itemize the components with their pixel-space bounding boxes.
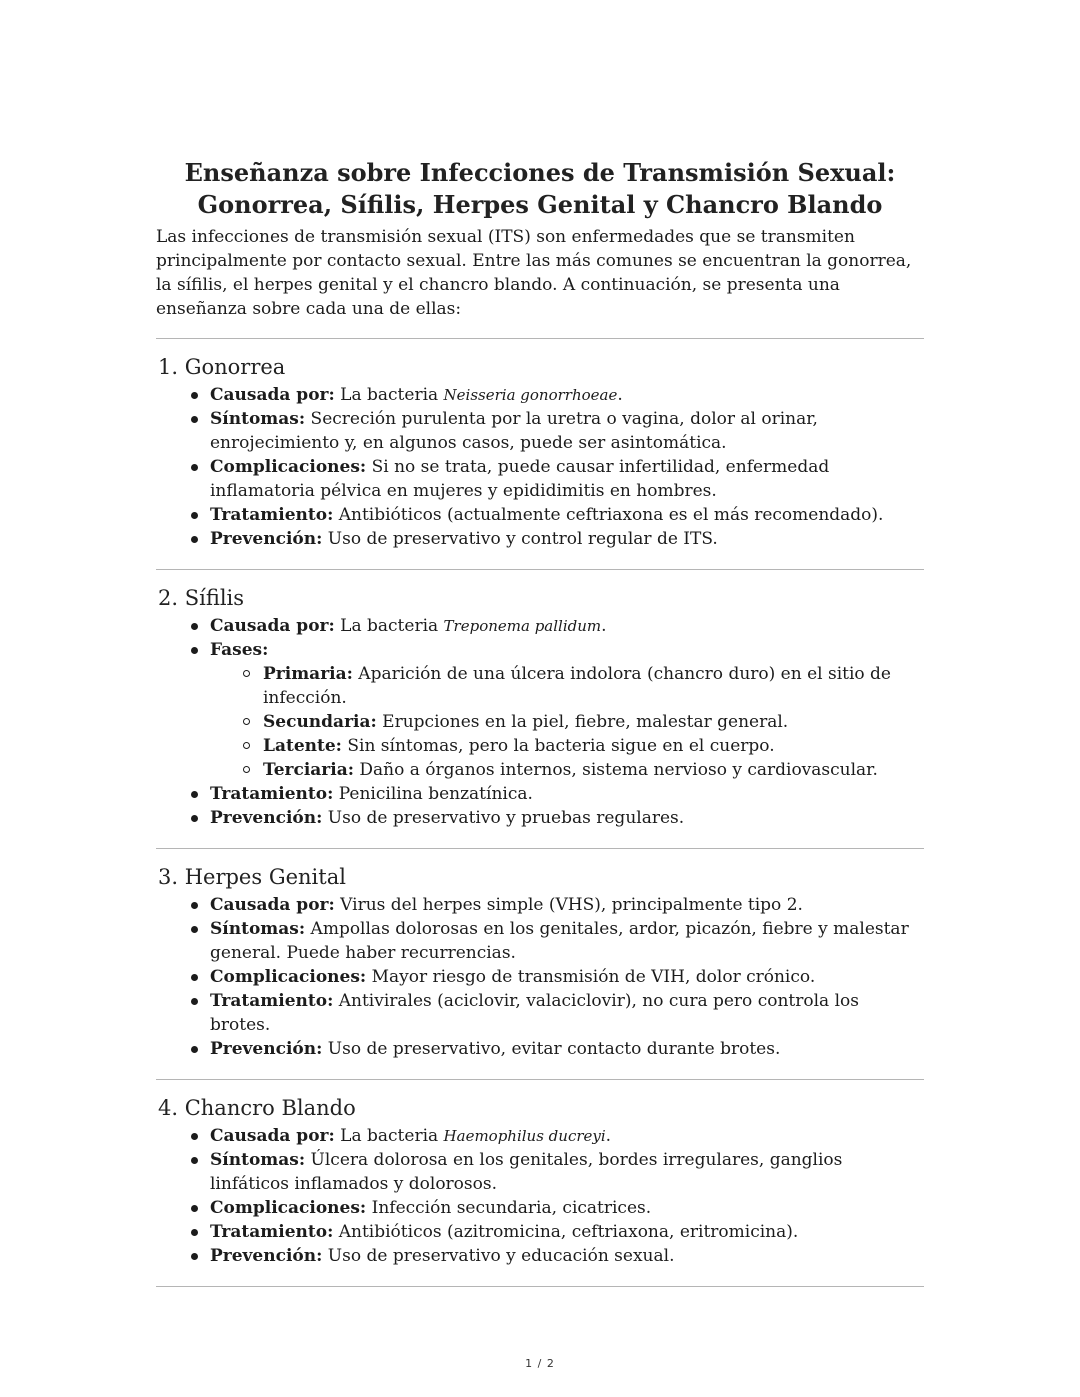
item-text: Antivirales (aciclovir, valaciclovir), no cura pero controla los brotes. [210,991,859,1035]
section-sifilis [156,584,924,849]
bullet-list [156,1124,924,1268]
section-heading: 2. Sífilis [158,586,245,610]
scientific-name: Neisseria gonorrhoeae [443,386,618,404]
divider [156,1079,924,1080]
list-item [210,638,924,782]
divider [156,1286,924,1287]
phase-label: Terciaria: [263,760,355,780]
section-heading: 1. Gonorrea [158,355,286,379]
list-item [210,989,924,1037]
intro-paragraph: Las infecciones de transmisión sexual (ITS) son enfermedades que se transmiten principalmente por contacto sexual. Entre las más comunes se encuentran la gonorrea, la sífilis, el herpes genital y el chancro blando. A continuación, se presenta una enseñanza sobre cada una de ellas: [156,227,912,319]
item-label: Causada por: [210,385,335,405]
bullet-list [156,383,924,551]
item-label: Prevención: [210,529,323,549]
item-label: Tratamiento: [210,784,334,804]
item-label: Complicaciones: [210,967,367,987]
phase-text: Daño a órganos internos, sistema nervioso y cardiovascular. [354,760,878,780]
section-heading: 4. Chancro Blando [158,1096,356,1120]
item-text: Mayor riesgo de transmisión de VIH, dolor crónico. [366,967,816,987]
item-text: La bacteria [334,1126,444,1146]
item-text: Uso de preservativo y control regular de ITS. [322,529,718,549]
item-text: Antibióticos (azitromicina, ceftriaxona, eritromicina). [333,1222,799,1242]
item-label: Causada por: [210,1126,335,1146]
phases-list [210,662,924,782]
list-item [210,383,924,407]
phase-item [263,734,924,758]
section-heading: 3. Herpes Genital [158,865,346,889]
item-label: Complicaciones: [210,1198,367,1218]
phase-text: Aparición de una úlcera indolora (chancro duro) en el sitio de infección. [263,664,891,708]
item-text: Ampollas dolorosas en los genitales, ardor, picazón, fiebre y malestar general. Puede haber recurrencias. [210,919,909,963]
item-tail: . [617,385,623,405]
page-number: 1 / 2 [525,1357,555,1370]
item-tail: . [601,616,607,636]
list-item [210,503,924,527]
section-herpes-genital [156,863,924,1080]
item-label: Tratamiento: [210,1222,334,1242]
item-text: Uso de preservativo, evitar contacto durante brotes. [322,1039,781,1059]
item-label: Prevención: [210,1039,323,1059]
item-label: Tratamiento: [210,505,334,525]
item-text: Uso de preservativo y pruebas regulares. [322,808,685,828]
list-item [210,1244,924,1268]
list-item [210,806,924,830]
item-label: Síntomas: [210,919,306,939]
divider [156,848,924,849]
item-label: Causada por: [210,616,335,636]
list-item [210,893,924,917]
list-item [210,965,924,989]
scientific-name: Haemophilus ducreyi [443,1127,606,1145]
item-label: Síntomas: [210,409,306,429]
item-label: Prevención: [210,808,323,828]
list-item [210,1196,924,1220]
list-item [210,407,924,455]
bullet-list [156,614,924,830]
item-text: Uso de preservativo y educación sexual. [322,1246,675,1266]
list-item [210,917,924,965]
divider [156,338,924,339]
document-page [156,157,924,1287]
scientific-name: Treponema pallidum [443,617,602,635]
item-label: Síntomas: [210,1150,306,1170]
item-text: Úlcera dolorosa en los genitales, bordes irregulares, ganglios linfáticos inflamados y dolorosos. [210,1150,843,1194]
list-item [210,1148,924,1196]
phase-text: Erupciones en la piel, fiebre, malestar general. [376,712,789,732]
item-text: La bacteria [334,385,444,405]
phase-label: Latente: [263,736,342,756]
list-item [210,527,924,551]
phase-item [263,710,924,734]
section-chancro-blando [156,1094,924,1287]
item-text: La bacteria [334,616,444,636]
item-text: Penicilina benzatínica. [333,784,533,804]
list-item [210,1037,924,1061]
list-item [210,455,924,503]
list-item [210,782,924,806]
item-tail: . [605,1126,612,1146]
item-text: Infección secundaria, cicatrices. [366,1198,652,1218]
item-label: Complicaciones: [210,457,367,477]
item-text: Si no se trata, puede causar infertilidad, enfermedad inflamatoria pélvica en mujeres y epididimitis en hombres. [210,457,830,501]
bullet-list [156,893,924,1061]
divider [156,569,924,570]
document-title: Enseñanza sobre Infecciones de Transmisión Sexual: Gonorrea, Sífilis, Herpes Genital y Chancro Blando [184,158,896,219]
item-text: Virus del herpes simple (VHS), principalmente tipo 2. [334,895,803,915]
phase-item [263,758,924,782]
phase-item [263,662,924,710]
list-item [210,614,924,638]
item-text: Antibióticos (actualmente ceftriaxona es el más recomendado). [333,505,884,525]
phase-text: Sin síntomas, pero la bacteria sigue en el cuerpo. [341,736,775,756]
item-label: Prevención: [210,1246,323,1266]
phase-label: Primaria: [263,664,353,684]
item-label: Causada por: [210,895,335,915]
list-item [210,1220,924,1244]
item-label: Fases: [210,640,269,660]
section-gonorrea [156,353,924,570]
item-label: Tratamiento: [210,991,334,1011]
list-item [210,1124,924,1148]
item-text: Secreción purulenta por la uretra o vagina, dolor al orinar, enrojecimiento y, en algunos casos, puede ser asintomática. [210,409,818,453]
phase-label: Secundaria: [263,712,377,732]
